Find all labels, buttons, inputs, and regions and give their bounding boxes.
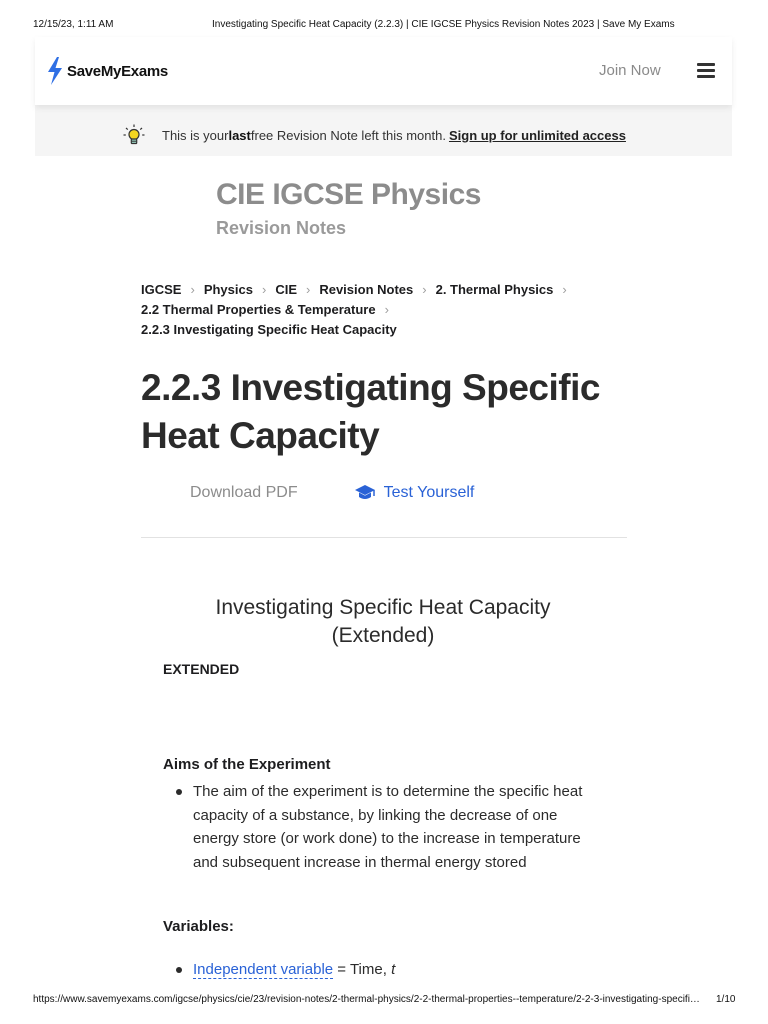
notice-prefix: This is your [162, 127, 229, 143]
divider [141, 537, 627, 538]
variables-list [163, 958, 603, 981]
print-doc-title: Investigating Specific Heat Capacity (2.2.3) | CIE IGCSE Physics Revision Notes 2023 | Save My Exams [212, 19, 675, 30]
chevron-right-icon: › [384, 302, 389, 317]
chevron-right-icon: › [562, 282, 567, 297]
join-now-link[interactable]: Join Now [599, 62, 661, 79]
breadcrumb-item-cie[interactable]: CIE [275, 282, 297, 297]
site-header [35, 37, 732, 105]
breadcrumb-item-physics[interactable]: Physics [203, 282, 253, 297]
breadcrumb-item-thermal-properties[interactable]: 2.2 Thermal Properties & Temperature [141, 302, 376, 317]
aims-list [163, 780, 603, 874]
list-item [163, 958, 603, 981]
logo-text: SaveMyExams [67, 62, 168, 80]
print-url: https://www.savemyexams.com/igcse/physics/cie/23/revision-notes/2-thermal-physics/2-2-thermal-properties--temperature/2-2-3-investigating-specifi… [33, 994, 700, 1005]
breadcrumb [141, 280, 576, 340]
print-footer [0, 990, 768, 1024]
signup-link[interactable]: Sign up for unlimited access [448, 127, 626, 143]
print-datetime: 12/15/23, 1:11 AM [33, 19, 114, 30]
test-yourself-button[interactable] [354, 484, 475, 502]
lightning-bolt-icon [46, 57, 64, 85]
note-actions [190, 484, 474, 502]
breadcrumb-item-thermal-physics[interactable]: 2. Thermal Physics [435, 282, 554, 297]
print-page-number: 1/10 [716, 994, 736, 1005]
download-pdf-button[interactable]: Download PDF [190, 484, 298, 501]
extended-tag: EXTENDED [163, 661, 240, 677]
course-subtitle: Revision Notes [216, 218, 347, 238]
test-yourself-label: Test Yourself [383, 484, 475, 501]
variable-symbol: t [391, 961, 396, 978]
breadcrumb-item-igcse[interactable]: IGCSE [141, 282, 182, 297]
breadcrumb-item-current: 2.2.3 Investigating Specific Heat Capacity [141, 322, 397, 337]
notice-bold: last [228, 127, 251, 143]
chevron-right-icon: › [422, 282, 427, 297]
notice-middle: free Revision Note left this month. [250, 127, 446, 143]
chevron-right-icon: › [261, 282, 267, 297]
graduation-cap-icon [354, 484, 376, 502]
variables-heading: Variables: [163, 918, 234, 935]
aims-heading: Aims of the Experiment [163, 756, 331, 773]
page-title: 2.2.3 Investigating Specific Heat Capacity [141, 367, 600, 456]
site-logo[interactable] [46, 56, 168, 86]
glossary-link-independent-variable[interactable]: Independent variable [193, 961, 334, 978]
hamburger-menu-icon[interactable] [697, 63, 715, 77]
variable-definition: = Time, [333, 961, 392, 978]
lightbulb-icon [123, 124, 145, 146]
print-header [0, 0, 768, 28]
section-title: Investigating Specific Heat Capacity (Extended) [215, 596, 551, 647]
course-title[interactable]: CIE IGCSE Physics [216, 178, 481, 211]
free-note-notice [123, 124, 626, 146]
chevron-right-icon: › [190, 282, 195, 297]
breadcrumb-item-revision-notes[interactable]: Revision Notes [319, 282, 414, 297]
list-item: The aim of the experiment is to determine the specific heat capacity of a substance, by linking the decrease of one energy store (or work done) to the increase in temperature and subsequent increase in thermal energy stored [163, 780, 603, 874]
chevron-right-icon: › [305, 282, 311, 297]
